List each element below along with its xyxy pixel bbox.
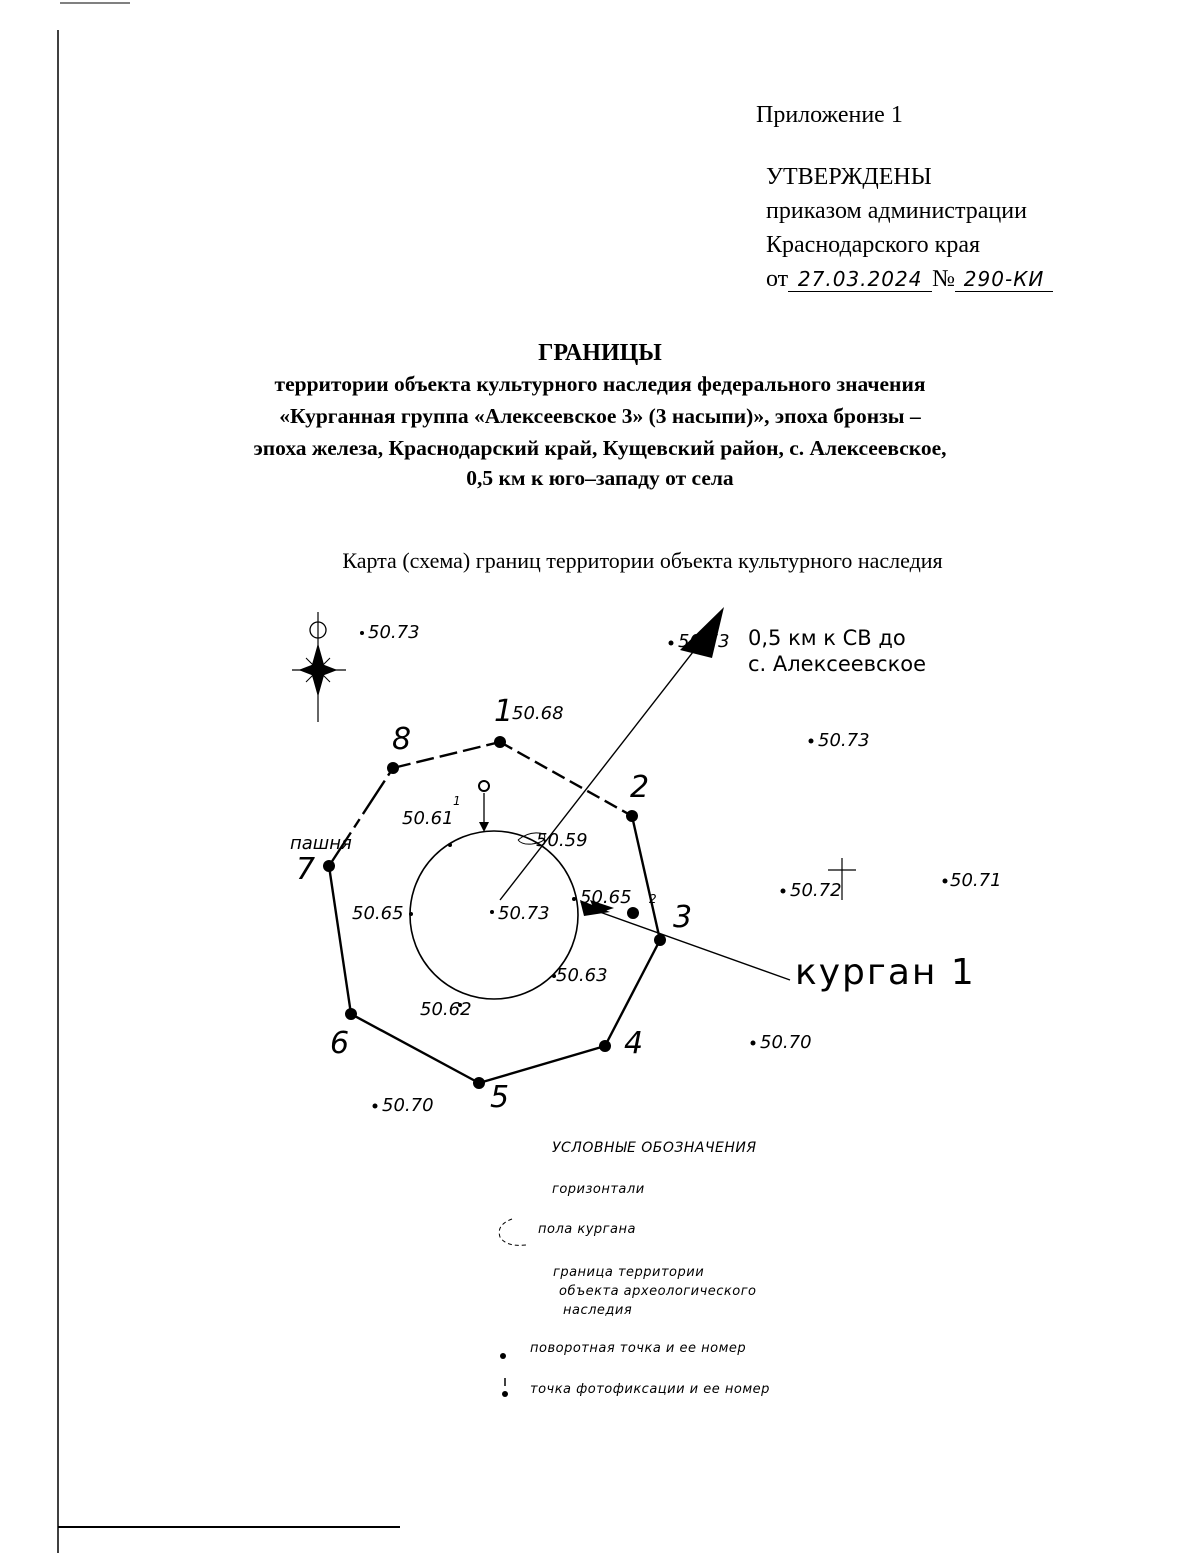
turn-point-8 [387, 762, 399, 774]
elevation-label: 50.73 [818, 730, 870, 751]
elevation-label: 50.73 [498, 903, 550, 924]
turn-point-6 [345, 1008, 357, 1020]
photo-point-2-number: 2 [649, 892, 657, 906]
elevation-label: 50.68 [512, 703, 564, 724]
vertex-number: 8 [392, 722, 412, 757]
direction-note-line-1: 0,5 км к СВ до [748, 626, 906, 650]
mound-label: курган 1 [795, 952, 976, 993]
order-line-1: приказом администрации [766, 198, 1027, 224]
date-value: 27.03.2024 [797, 267, 923, 291]
direction-note [748, 625, 926, 677]
elevation-label: 50.73 [368, 622, 420, 643]
photo-point-1 [479, 781, 489, 832]
field-label: пашня [290, 833, 352, 854]
legend-boundary-line-1: граница территории [553, 1265, 705, 1280]
legend-title: УСЛОВНЫЕ ОБОЗНАЧЕНИЯ [552, 1140, 757, 1156]
legend-photo-point-symbol [502, 1391, 508, 1397]
elevation-label: 50.71 [950, 870, 1002, 891]
turn-point-2 [626, 810, 638, 822]
legend-photo-point: точка фотофиксации и ее номер [530, 1382, 770, 1397]
turn-point-3 [654, 934, 666, 946]
compass-rose-icon [292, 612, 346, 722]
elevation-label: 50.59 [536, 830, 588, 851]
order-line-2: Краснодарского края [766, 232, 981, 258]
approved-label: УТВЕРЖДЕНЫ [766, 164, 932, 190]
doc-title-line-2: «Курганная группа «Алексеевское 3» (3 насыпи)», эпоха бронзы – [279, 404, 921, 428]
date-prefix: от [766, 266, 789, 292]
vertex-number: 3 [673, 900, 693, 935]
legend-boundary-line-2: объекта археологического [559, 1284, 757, 1299]
vertex-number: 4 [624, 1026, 644, 1061]
mound-floor-circle [410, 831, 578, 999]
turn-point-7 [323, 860, 335, 872]
elevation-label: 50.63 [556, 965, 608, 986]
number-value: 290-КИ [963, 267, 1045, 291]
legend-boundary-line-3: наследия [563, 1303, 633, 1318]
elevation-label: 50.70 [760, 1032, 812, 1053]
photo-point-number: 1 [453, 794, 461, 808]
doc-title-line-3: эпоха железа, Краснодарский край, Кущевский район, с. Алексеевское, [253, 436, 947, 460]
legend-mound-floor-symbol [499, 1219, 526, 1245]
vertex-number: 2 [630, 770, 650, 805]
legend-boundary [553, 1263, 757, 1320]
legend-contours: горизонтали [552, 1182, 645, 1197]
vertex-number: 6 [330, 1026, 350, 1061]
elevation-label: 50.70 [382, 1095, 434, 1116]
vertex-number: 1 [494, 694, 514, 729]
elevation-label: 50.65 [352, 903, 404, 924]
photo-point-2 [627, 907, 639, 919]
elevation-label: 50.62 [420, 999, 472, 1020]
doc-title-line-1: территории объекта культурного наследия федерального значения [274, 372, 926, 396]
number-prefix: № [932, 266, 956, 292]
vertex-number: 7 [296, 852, 316, 887]
legend-turn-point: поворотная точка и ее номер [530, 1341, 747, 1356]
elevation-label: 50.72 [790, 880, 842, 901]
turn-point-4 [599, 1040, 611, 1052]
legend-mound-floor: пола кургана [538, 1222, 636, 1237]
legend-turn-point-symbol [500, 1353, 506, 1359]
map-caption: Карта (схема) границ территории объекта культурного наследия [342, 548, 943, 573]
direction-note-line-2: с. Алексеевское [748, 652, 927, 676]
vertex-number: 5 [490, 1080, 510, 1115]
doc-heading: ГРАНИЦЫ [538, 340, 662, 366]
elevation-label: 50.61 [402, 808, 454, 829]
elevation-label: 50.73 [678, 631, 730, 652]
doc-title-line-4: 0,5 км к юго–западу от села [466, 466, 734, 490]
turn-point-5 [473, 1077, 485, 1089]
elevation-label: 50.65 [580, 887, 632, 908]
appendix-label: Приложение 1 [756, 102, 903, 128]
turn-point-1 [494, 736, 506, 748]
